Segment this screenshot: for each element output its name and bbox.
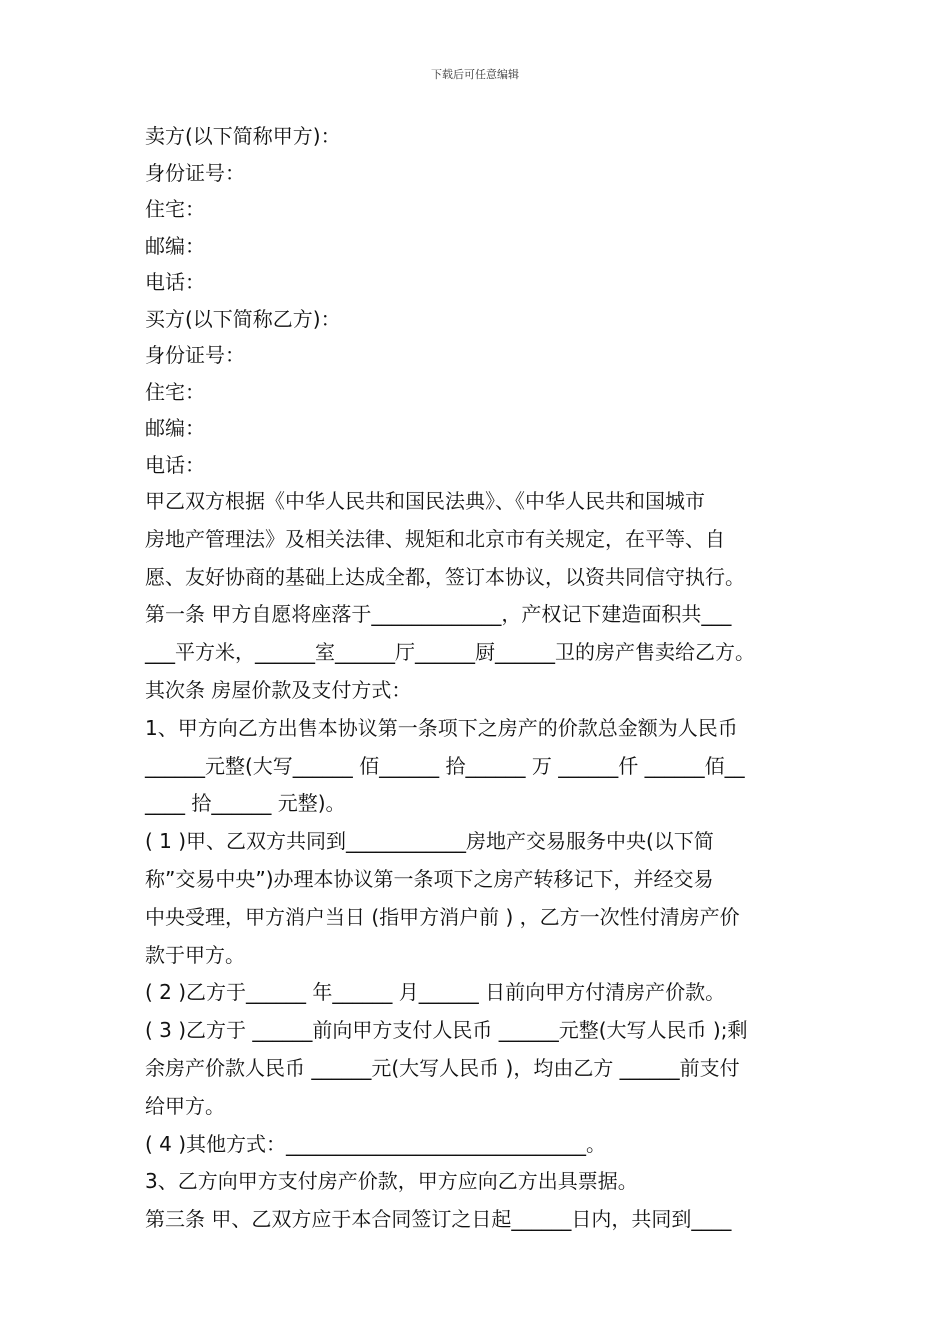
price-clause-line: ____ 拾______ 元整)。 bbox=[145, 791, 346, 816]
payment-option-1-line: 称”交易中央”)办理本协议第一条项下之房产转移记下，并经交易 bbox=[145, 866, 714, 891]
buyer-postcode-label: 邮编： bbox=[145, 416, 205, 440]
receipt-clause-line: 3、乙方向甲方支付房产价款，甲方应向乙方出具票据。 bbox=[145, 1169, 638, 1194]
article-three-line: 第三条 甲、乙双方应于本合同签订之日起______日内，共同到____ bbox=[145, 1207, 732, 1232]
article-two-heading: 其次条 房屋价款及支付方式： bbox=[145, 677, 412, 702]
seller-heading: 卖方(以下简称甲方)： bbox=[145, 124, 341, 148]
payment-option-1-line: ( 1 )甲、乙双方共同到____________房地产交易服务中央(以下简 bbox=[145, 829, 714, 854]
article-one-line: 第一条 甲方自愿将座落于_____________，产权记下建造面积共___ bbox=[145, 602, 732, 627]
payment-option-4-line: ( 4 )其他方式：______________________________。 bbox=[145, 1131, 607, 1156]
seller-phone-label: 电话： bbox=[145, 270, 205, 294]
page-header: 下载后可任意编辑 bbox=[431, 68, 519, 81]
preamble-line: 愿、友好协商的基础上达成全都，签订本协议，以资共同信守执行。 bbox=[145, 564, 745, 589]
payment-option-1-line: 中央受理，甲方消户当日 (指甲方消户前 ) ，乙方一次性付清房产价 bbox=[145, 904, 740, 929]
buyer-phone-label: 电话： bbox=[145, 452, 205, 477]
buyer-id-label: 身份证号： bbox=[145, 343, 245, 367]
payment-option-3-line: ( 3 )乙方于 ______前向甲方支付人民币 ______元整(大写人民币 );剩 bbox=[145, 1018, 748, 1043]
price-clause-line: 1、甲方向乙方出售本协议第一条项下之房产的价款总金额为人民币 bbox=[145, 715, 738, 740]
preamble-line: 甲乙双方根据《中华人民共和国民法典》、《中华人民共和国城市 bbox=[145, 489, 705, 513]
buyer-heading: 买方(以下简称乙方)： bbox=[145, 306, 341, 331]
seller-id-label: 身份证号： bbox=[145, 160, 245, 185]
seller-address-label: 住宅： bbox=[145, 197, 205, 221]
contract-body bbox=[145, 118, 825, 1239]
preamble-line: 房地产管理法》及相关法律、规矩和北京市有关规定，在平等、自 bbox=[145, 526, 725, 551]
seller-postcode-label: 邮编： bbox=[145, 233, 205, 258]
article-one-line: ___平方米，______室______厅______厨______卫的房产售卖给乙方。 bbox=[145, 640, 755, 665]
buyer-address-label: 住宅： bbox=[145, 379, 205, 404]
price-clause-line: ______元整(大写______ 佰______ 拾______ 万 ______仟 ______佰__ bbox=[145, 753, 745, 778]
payment-option-3-line: 给甲方。 bbox=[145, 1093, 225, 1118]
payment-option-1-line: 款于甲方。 bbox=[145, 942, 245, 967]
payment-option-2-line: ( 2 )乙方于______ 年______ 月______ 日前向甲方付清房产价款。 bbox=[145, 980, 726, 1005]
payment-option-3-line: 余房产价款人民币 ______元(大写人民币 )，均由乙方 ______前支付 bbox=[145, 1055, 740, 1080]
